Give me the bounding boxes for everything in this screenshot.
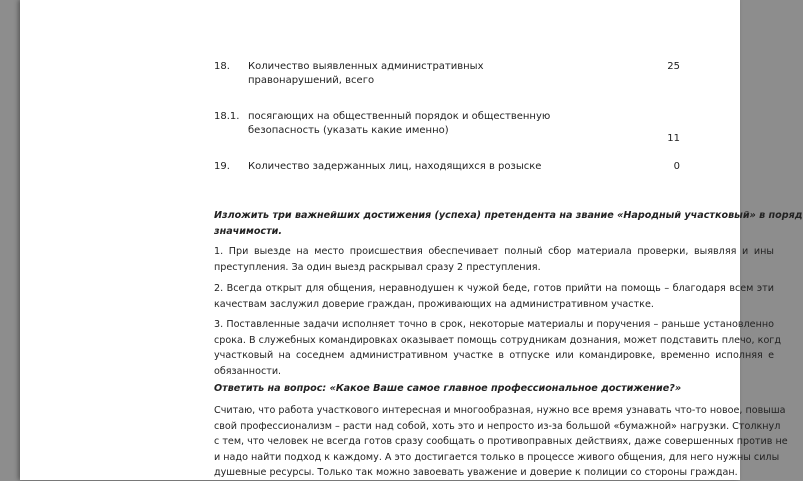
row-number: 18.: [214, 61, 230, 72]
section-heading: Изложить три важнейших достижения (успеха) претендента на звание «Народный участковый» в поряд значимости.: [214, 210, 803, 237]
row-number: 19.: [214, 161, 230, 172]
achievement-item: 1. При выезде на место происшествия обеспечивает полный сбор материала проверки, выявляя и ины преступления. За один выезд раскрывал сразу 2 преступления.: [214, 246, 774, 273]
row-description: посягающих на общественный порядок и общественную безопасность (указать какие именно): [248, 111, 551, 136]
achievement-item: 3. Поставленные задачи исполняет точно в срок, некоторые материалы и поручения – раньше установленно срока. В служебных командировках оказывает помощь сотрудникам дознания, может подставить плечо, когд участковый на соседнем административном участке в отпуске или командировке, временно исполняя е обязанности.: [214, 319, 781, 377]
row-number: 18.1.: [214, 111, 240, 122]
document-page: [20, 0, 803, 480]
answer-paragraph: Считаю, что работа участкового интересная и многообразная, нужно все время узнавать что-то новое, повыша свой профессионализм – расти над собой, хоть это и непросто из-за большой «бумажной» нагрузки. Столкнул с тем, что человек не всегда готов сразу сообщать о противоправных действиях, даже совершенных против не и надо найти подход к каждому. А это достигается только в процессе живого общения, для него нужны силы душевные ресурсы. Только так можно завоевать уважение и доверие к полиции со стороны граждан.: [214, 405, 788, 478]
row-value: 11: [667, 133, 680, 144]
row-description: Количество выявленных административных правонарушений, всего: [248, 61, 484, 86]
row-value: 25: [667, 61, 680, 72]
row-description: Количество задержанных лиц, находящихся в розыске: [248, 161, 542, 172]
question-heading: Ответить на вопрос: «Какое Ваше самое главное профессиональное достижение?»: [214, 383, 682, 394]
row-value: 0: [673, 161, 680, 172]
achievement-item: 2. Всегда открыт для общения, неравнодушен к чужой беде, готов прийти на помощь – благодаря всем эти качествам заслужил доверие граждан, проживающих на административном участке.: [214, 283, 774, 310]
